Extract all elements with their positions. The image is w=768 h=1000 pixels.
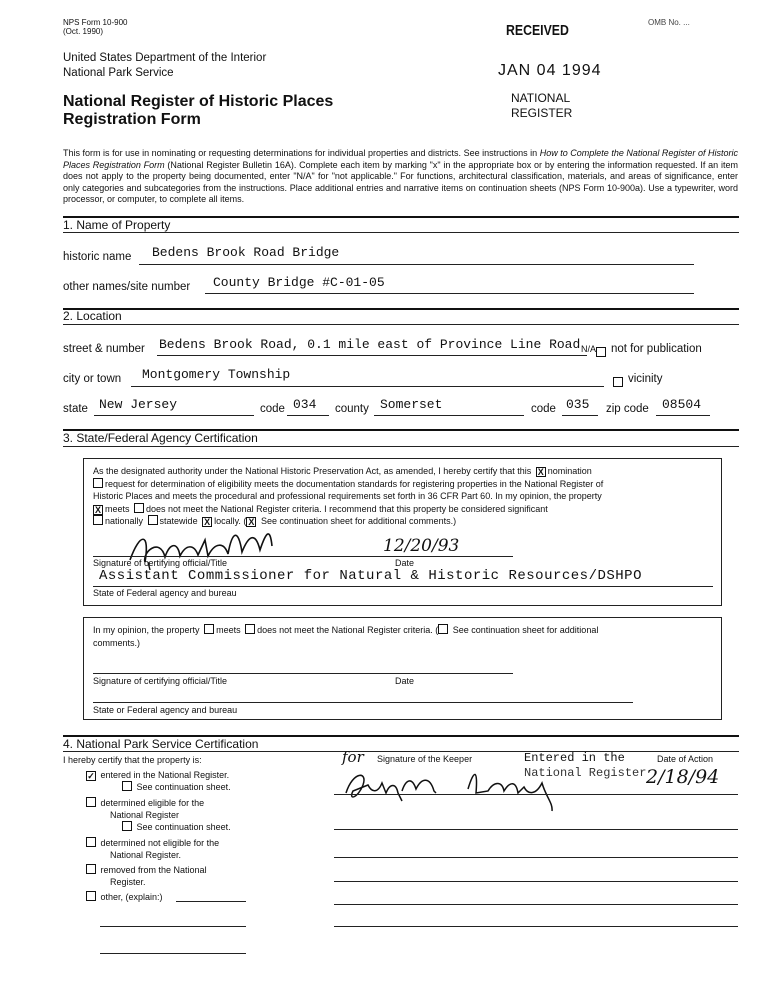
section-divider — [63, 308, 739, 310]
keeper-line — [334, 794, 738, 795]
field-line — [287, 415, 329, 416]
county-label: county — [335, 403, 369, 415]
keeper-line — [334, 904, 738, 905]
section-underline — [63, 324, 739, 325]
section-underline — [63, 751, 739, 752]
section4-title: 4. National Park Service Certification — [63, 737, 259, 751]
signature-line — [93, 673, 513, 674]
service: National Park Service — [63, 67, 174, 79]
removed-option: removed from the National Register. — [86, 864, 207, 888]
historic-name-value[interactable]: Bedens Brook Road Bridge — [152, 245, 340, 260]
agency-value[interactable]: Assistant Commissioner for Natural & Historic Resources/DSHPO — [99, 568, 642, 584]
keeper-label: Signature of the Keeper — [377, 754, 473, 764]
other-option: other, (explain:) — [86, 891, 163, 902]
other-checkbox[interactable] — [86, 891, 96, 901]
keeper-line — [334, 829, 738, 830]
date-of-action-value[interactable]: 2/18/94 — [646, 766, 720, 788]
county-value[interactable]: Somerset — [380, 397, 443, 412]
agency-label: State of Federal agency and bureau — [93, 588, 237, 598]
keeper-line — [334, 926, 738, 927]
field-line — [94, 415, 254, 416]
entered-checkbox[interactable]: ✓ — [87, 771, 95, 781]
agency-line — [93, 702, 633, 703]
street-label: street & number — [63, 343, 145, 355]
for-mark: for — [342, 748, 364, 766]
state-code-label: code — [260, 403, 285, 415]
nomination-checkbox[interactable]: X — [537, 467, 544, 477]
city-value[interactable]: Montgomery Township — [142, 367, 291, 382]
eligible-checkbox[interactable] — [86, 797, 96, 807]
opinion-continuation-checkbox[interactable] — [438, 624, 448, 634]
section-underline — [63, 446, 739, 447]
meets-checkbox[interactable]: X — [94, 504, 101, 515]
state-code-value[interactable]: 034 — [293, 397, 317, 412]
received-stamp: RECEIVED — [506, 22, 569, 39]
signature-label-2: Signature of certifying official/Title — [93, 676, 228, 686]
street-value[interactable]: Bedens Brook Road, 0.1 mile east of Province Line Road — [159, 337, 581, 352]
state-label: state — [63, 403, 88, 415]
section-underline — [63, 232, 739, 233]
form-title-line1: National Register of Historic Places — [63, 93, 334, 110]
date-label: Date — [395, 558, 415, 568]
does-not-meet-checkbox[interactable] — [134, 503, 144, 513]
opinion-meets-checkbox[interactable] — [204, 624, 214, 634]
certification-date-value[interactable]: 12/20/93 — [383, 536, 460, 556]
section1-title: 1. Name of Property — [63, 218, 171, 232]
not-eligible-checkbox[interactable] — [86, 837, 96, 847]
county-code-value[interactable]: 035 — [566, 397, 590, 412]
field-line — [139, 264, 694, 265]
not-for-publication-checkbox[interactable] — [596, 343, 606, 361]
request-checkbox[interactable] — [93, 478, 103, 488]
field-line — [131, 386, 604, 387]
signature-line — [93, 556, 513, 557]
instructions-paragraph: This form is for use in nominating or requesting determinations for individual properties and districts. See instructions in How to Complete the National Register of Historic Places Registration Form (National Register Bulletin 16A). Complete each item by marking "x" in the appropriate box or by entering the information requested. If an item does not apply to the property being documented, enter "N/A" for "not applicable." For functions, architectural classification, materials, and areas of significance, enter only categories and subcategories from the instructions. Place additional entries and narrative items on continuation sheets (NPS Form 10-900a). Use a typewriter, word processor, or computer, to complete all items. — [63, 148, 738, 204]
zip-value[interactable]: 08504 — [662, 397, 702, 412]
keeper-signature — [338, 763, 588, 813]
entered-stamp-2: National Register — [524, 766, 647, 780]
not-eligible-option: determined not eligible for the National Register. — [86, 837, 219, 861]
vicinity-checkbox[interactable] — [613, 373, 623, 391]
agency-line — [93, 586, 713, 587]
opinion-text: In my opinion, the property meets does not meet the National Register criteria. ( See continuation sheet for additional comments.) — [93, 625, 599, 648]
entered-continuation-checkbox[interactable] — [122, 781, 132, 791]
na-mark: N/A — [581, 344, 597, 354]
continuation-checkbox[interactable]: X — [248, 517, 255, 527]
explain-line — [100, 926, 246, 927]
field-line — [562, 415, 598, 416]
entered-stamp-1: Entered in the — [524, 751, 625, 765]
section2-title: 2. Location — [63, 309, 122, 323]
certify-statement: I hereby certify that the property is: — [63, 755, 202, 765]
field-line — [205, 293, 694, 294]
stamp-register: REGISTER — [511, 106, 573, 120]
explain-line — [176, 901, 246, 902]
signature-label: Signature of certifying official/Title — [93, 558, 228, 568]
other-names-label: other names/site number — [63, 281, 191, 293]
eligible-continuation-checkbox[interactable] — [122, 821, 132, 831]
eligible-option: determined eligible for the National Register See continuation sheet. — [86, 797, 231, 833]
other-names-value[interactable]: County Bridge #C-01-05 — [213, 275, 385, 290]
form-title-line2: Registration Form — [63, 111, 201, 128]
nationally-checkbox[interactable] — [93, 515, 103, 525]
state-value[interactable]: New Jersey — [99, 397, 178, 412]
not-for-publication-label: not for publication — [611, 343, 702, 355]
keeper-line — [334, 857, 738, 858]
agency-label-2: State or Federal agency and bureau — [93, 705, 238, 715]
explain-line — [100, 953, 246, 954]
zip-label: zip code — [606, 403, 649, 415]
opinion-does-not-meet-checkbox[interactable] — [245, 624, 255, 634]
form-date: (Oct. 1990) — [63, 27, 104, 36]
stamp-national: NATIONAL — [511, 91, 571, 105]
date-label-2: Date — [395, 676, 415, 686]
city-label: city or town — [63, 373, 122, 385]
department: United States Department of the Interior — [63, 52, 267, 64]
removed-checkbox[interactable] — [86, 864, 96, 874]
field-line — [374, 415, 524, 416]
historic-name-label: historic name — [63, 251, 132, 263]
locally-checkbox[interactable]: X — [204, 517, 211, 527]
keeper-line — [334, 881, 738, 882]
stamp-date: JAN 04 1994 — [498, 62, 602, 79]
entered-option: ✓ entered in the National Register. See continuation sheet. — [87, 770, 231, 792]
field-line — [157, 355, 587, 356]
date-of-action-label: Date of Action — [657, 754, 714, 764]
county-code-label: code — [531, 403, 556, 415]
vicinity-label: vicinity — [628, 373, 663, 385]
omb-number: OMB No. ... — [648, 18, 690, 27]
field-line — [656, 415, 710, 416]
certification-text: As the designated authority under the National Historic Preservation Act, as amended, I hereby certify that this X nomination request for determination of eligibility meets the documentation standards for registering properties in the National Register of Historic Places and meets the procedural and professional requirements set forth in 36 CFR Part 60. In my opinion, the property X meets does not meet the National Register criteria. I recommend that this property be considered significant nationally statewide X locally. ( X See continuation sheet for additional comments.) — [93, 466, 604, 527]
form-id: NPS Form 10-900 — [63, 18, 128, 27]
section3-title: 3. State/Federal Agency Certification — [63, 431, 258, 445]
